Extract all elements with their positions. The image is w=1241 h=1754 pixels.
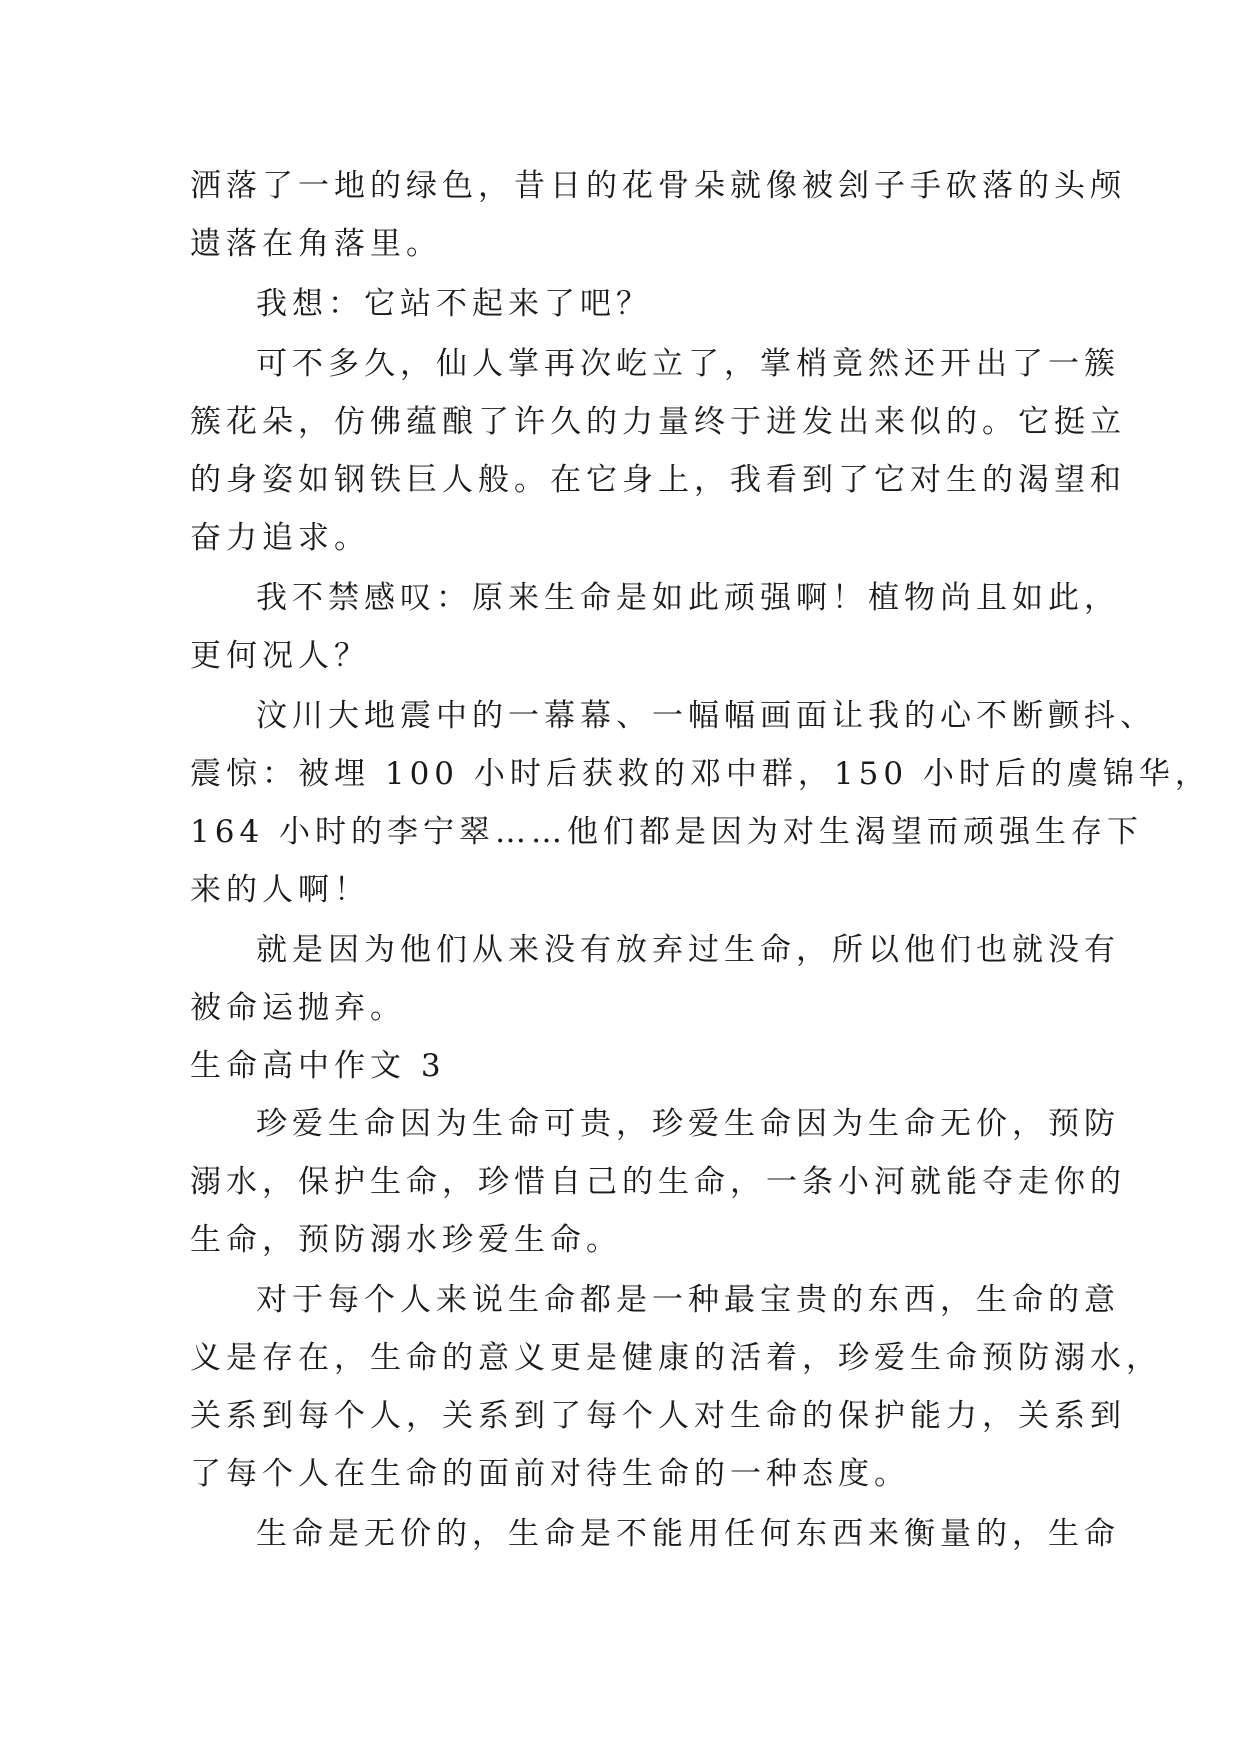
text-line: 来的人啊！: [190, 872, 370, 908]
text-line: 珍爱生命因为生命可贵，珍爱生命因为生命无价，预防: [256, 1106, 1120, 1142]
text-line: 义是存在，生命的意义更是健康的活着，珍爱生命预防溺水，: [190, 1340, 1162, 1376]
text-line: 生命，预防溺水珍爱生命。: [190, 1222, 622, 1258]
text-line: 更何况人？: [190, 638, 370, 674]
text-line: 的身姿如钢铁巨人般。在它身上，我看到了它对生的渴望和: [190, 462, 1126, 498]
text-line: 就是因为他们从来没有放弃过生命，所以他们也就没有: [256, 932, 1120, 968]
section-heading: 生命高中作文 3: [190, 1048, 446, 1084]
text-line: 我想：它站不起来了吧？: [256, 286, 652, 322]
text-line: 我不禁感叹：原来生命是如此顽强啊！植物尚且如此，: [256, 580, 1120, 616]
text-line: 震惊：被埋 100 小时后获救的邓中群，150 小时后的虞锦华，: [190, 756, 1211, 792]
text-line: 溺水，保护生命，珍惜自己的生命，一条小河就能夺走你的: [190, 1164, 1126, 1200]
text-line: 对于每个人来说生命都是一种最宝贵的东西，生命的意: [256, 1282, 1120, 1318]
text-line: 汶川大地震中的一幕幕、一幅幅画面让我的心不断颤抖、: [256, 698, 1156, 734]
text-line: 164 小时的李宁翠……他们都是因为对生渴望而顽强生存下: [190, 814, 1144, 850]
text-line: 了每个人在生命的面前对待生命的一种态度。: [190, 1456, 910, 1492]
text-line: 遗落在角落里。: [190, 226, 442, 262]
text-line: 生命是无价的，生命是不能用任何东西来衡量的，生命: [256, 1516, 1120, 1552]
text-line: 关系到每个人，关系到了每个人对生命的保护能力，关系到: [190, 1398, 1126, 1434]
text-line: 奋力追求。: [190, 520, 370, 556]
text-line: 洒落了一地的绿色，昔日的花骨朵就像被刽子手砍落的头颅: [190, 168, 1126, 204]
text-line: 被命运抛弃。: [190, 990, 406, 1026]
text-line: 簇花朵，仿佛蕴酿了许久的力量终于迸发出来似的。它挺立: [190, 404, 1126, 440]
text-line: 可不多久，仙人掌再次屹立了，掌梢竟然还开出了一簇: [256, 346, 1120, 382]
